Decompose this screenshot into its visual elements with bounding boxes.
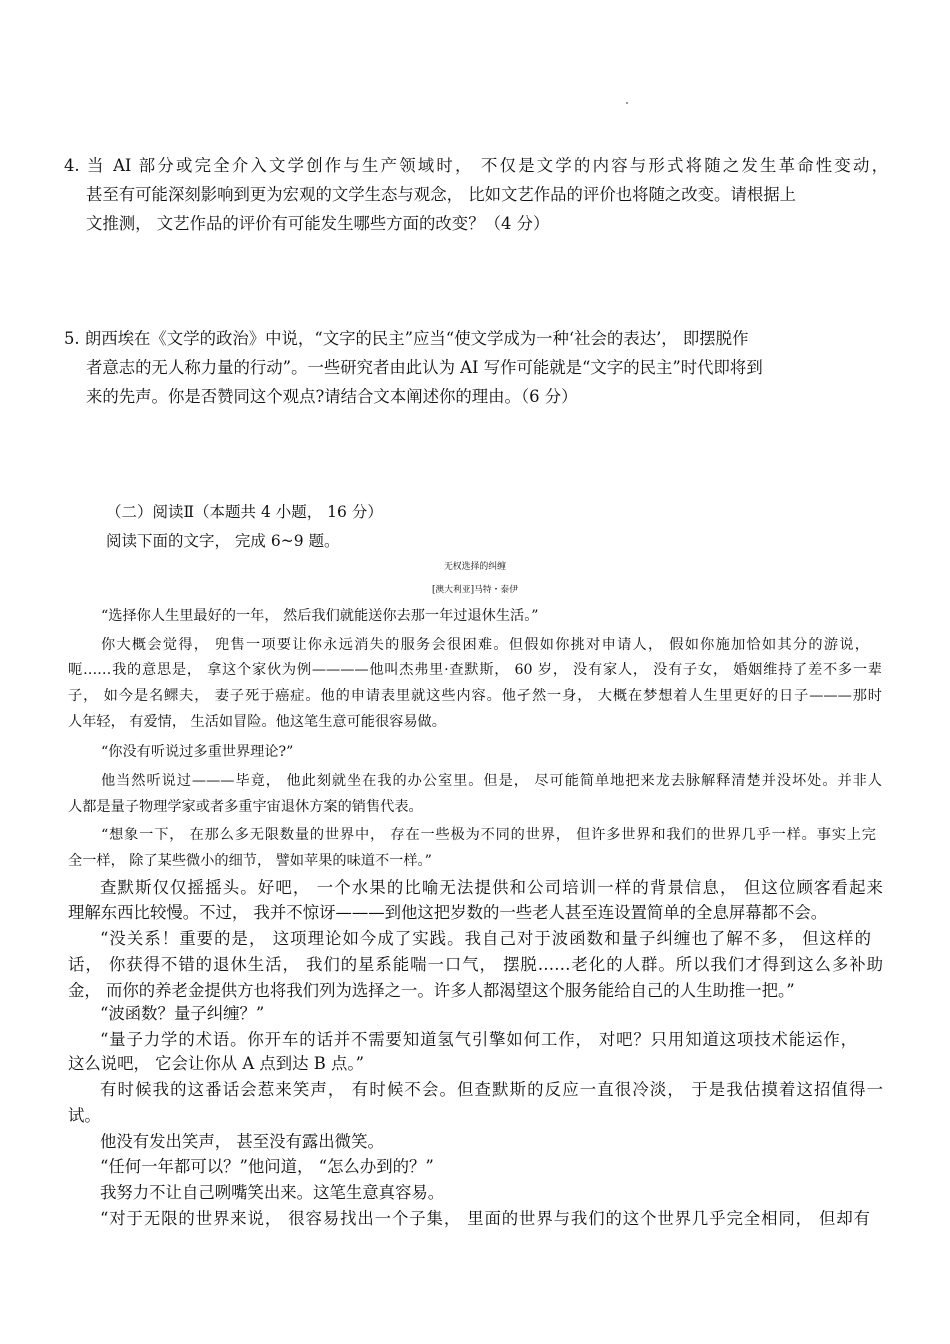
story-line: 有时候我的这番话会惹来笑声， 有时候不会。但查默斯的反应一直很冷淡， 于是我估摸着这招值得一	[100, 1080, 883, 1099]
story-line: “量子力学的术语。你开车的话并不需要知道氢气引擎如何工作， 对吧？只用知道这项技术能运作，	[100, 1030, 857, 1049]
question-5-line: 来的先声。你是否赞同这个观点?请结合文本阐述你的理由。（6 分）	[86, 387, 578, 406]
story-line: “波函数？量子纠缠？”	[100, 1004, 265, 1023]
question-4-line: 文推测， 文艺作品的评价有可能发生哪些方面的改变？（4 分）	[86, 214, 550, 233]
story-line: “对于无限的世界来说， 很容易找出一个子集， 里面的世界与我们的这个世界几乎完全相同， 但却有	[100, 1209, 870, 1228]
story-line: 你大概会觉得， 兜售一项要让你永远消失的服务会很困难。但假如你挑对申请人， 假如你施加恰如其分的游说，	[101, 637, 869, 653]
question-5-line: 者意志的无人称力量的行动”。一些研究者由此认为 AI 写作可能就是“文字的民主”时代即将到	[86, 358, 763, 377]
section-heading: （二）阅读Ⅱ（本题共 4 小题， 16 分）	[106, 503, 383, 521]
question-5-line: 5. 朗西埃在《文学的政治》中说，“文字的民主”应当“使文学成为一种‘社会的表达’， 即摆脱作	[64, 329, 749, 348]
story-line: “任何一年都可以？”他问道， “怎么办到的？”	[100, 1157, 434, 1176]
question-4-line: 甚至有可能深刻影响到更为宏观的文学生态与观念， 比如文艺作品的评价也将随之改变。请根据上	[86, 185, 797, 204]
story-line: 这么说吧， 它会让你从 A 点到达 B 点。”	[68, 1054, 364, 1073]
story-line: 金， 而你的养老金提供方也将我们列为选择之一。许多人都渴望这个服务能给自己的人生助推一把。”	[68, 981, 795, 1000]
story-line: 全一样， 除了某些微小的细节， 譬如苹果的味道不一样。”	[68, 853, 432, 869]
story-author: [澳大利亚]马特・泰伊	[431, 585, 519, 595]
story-line: 他没有发出笑声， 甚至没有露出微笑。	[100, 1132, 384, 1151]
story-line: “你没有听说过多重世界理论?”	[101, 744, 294, 760]
story-line: 人都是量子物理学家或者多重宇宙退休方案的销售代表。	[68, 799, 423, 815]
story-line: “想象一下， 在那么多无限数量的世界中， 存在一些极为不同的世界， 但许多世界和我们的世界几乎一样。事实上完	[101, 827, 876, 843]
story-line: “没关系！重要的是， 这项理论如今成了实践。我自己对于波函数和量子纠缠也了解不多， 但这样的	[100, 929, 871, 948]
story-line: 我努力不让自己咧嘴笑出来。这笔生意真容易。	[100, 1183, 445, 1202]
story-line: 理解东西比较慢。不过， 我并不惊讶———到他这把岁数的一些老人甚至连设置简单的全息屏幕都不会。	[68, 903, 828, 922]
section-instruction: 阅读下面的文字， 完成 6~9 题。	[106, 532, 340, 550]
page-speck	[626, 102, 628, 104]
story-line: 呃……我的意思是， 拿这个家伙为例————他叫杰弗里·查默斯， 60 岁， 没有家人， 没有子女， 婚姻维持了差不多一辈	[68, 662, 882, 678]
story-line: “选择你人生里最好的一年， 然后我们就能送你去那一年过退休生活。”	[101, 608, 539, 624]
story-line: 子， 如今是名鳏夫， 妻子死于癌症。他的申请表里就这些内容。他孑然一身， 大概在梦想着人生里更好的日子———那时	[68, 688, 882, 704]
story-line: 试。	[68, 1106, 101, 1125]
story-line: 他当然听说过———毕竟， 他此刻就坐在我的办公室里。但是， 尽可能简单地把来龙去脉解释清楚并没坏处。并非人	[101, 773, 882, 789]
story-title: 无权选择的纠缠	[443, 562, 507, 572]
story-line: 查默斯仅仅摇摇头。好吧， 一个水果的比喻无法提供和公司培训一样的背景信息， 但这位顾客看起来	[100, 878, 883, 897]
story-line: 话， 你获得不错的退休生活， 我们的星系能喘一口气， 摆脱……老化的人群。所以我们才得到这么多补助	[68, 955, 883, 974]
story-line: 人年轻， 有爱情， 生活如冒险。他这笔生意可能很容易做。	[68, 714, 446, 730]
question-4-line: 4. 当 AI 部分或完全介入文学创作与生产领域时， 不仅是文学的内容与形式将随之发生革命性变动，	[64, 156, 888, 175]
